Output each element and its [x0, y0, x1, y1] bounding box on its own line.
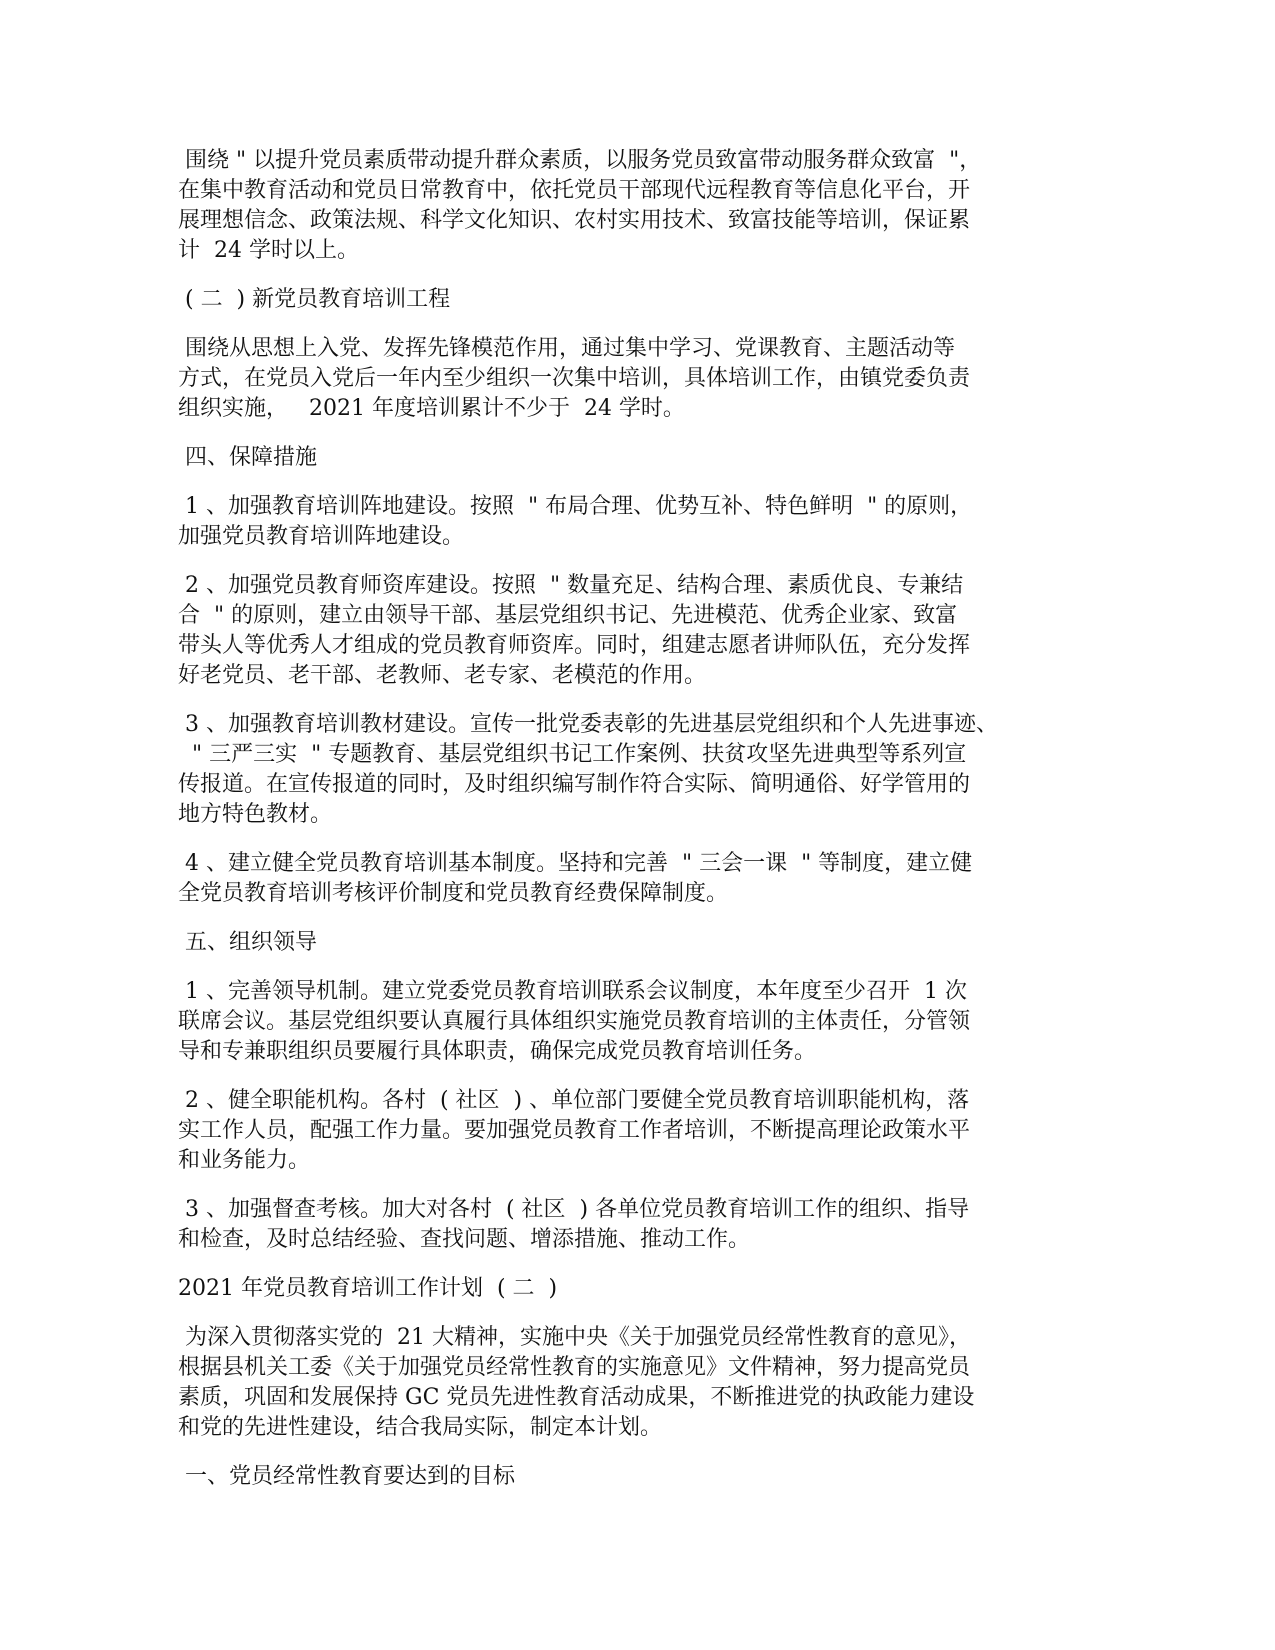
- text-line: 和检查，及时总结经验、查找问题、增添措施、推动工作。: [178, 1227, 751, 1252]
- document-page: [178, 146, 1078, 1511]
- text-line: 导和专兼职组织员要履行具体职责，确保完成党员教育培训任务。: [178, 1039, 817, 1064]
- text-line: 1 、完善领导机制。建立党委党员教育培训联系会议制度，本年度至少召开 1 次: [178, 979, 967, 1004]
- section-heading: [178, 285, 1078, 315]
- text-line: " 三严三实 " 专题教育、基层党组织书记工作案例、扶贫攻坚先进典型等系列宣: [178, 742, 967, 767]
- paragraph: [178, 1086, 1078, 1176]
- paragraph: [178, 334, 1078, 424]
- text-line: 展理想信念、政策法规、科学文化知识、农村实用技术、致富技能等培训，保证累: [178, 208, 971, 233]
- text-line: 根据县机关工委《关于加强党员经常性教育的实施意见》文件精神，努力提高党员: [178, 1355, 971, 1380]
- paragraph: [178, 571, 1078, 691]
- text-line: 为深入贯彻落实党的 21 大精神，实施中央《关于加强党员经常性教育的意见》，: [178, 1325, 971, 1350]
- paragraph: [178, 849, 1078, 909]
- text-line: 加强党员教育培训阵地建设。: [178, 524, 465, 549]
- text-line: 带头人等优秀人才组成的党员教育师资库。同时，组建志愿者讲师队伍，充分发挥: [178, 633, 971, 658]
- text-line: 2 、健全职能机构。各村 ( 社区 ) 、单位部门要健全党员教育培训职能机构，落: [178, 1088, 970, 1113]
- section-heading: [178, 1274, 1078, 1304]
- text-line: 3 、加强教育培训教材建设。宣传一批党委表彰的先进基层党组织和个人先进事迹、: [178, 712, 998, 737]
- text-line: 和业务能力。: [178, 1148, 311, 1173]
- section-heading: [178, 928, 1078, 958]
- text-line: 4 、建立健全党员教育培训基本制度。坚持和完善 " 三会一课 " 等制度，建立健: [178, 851, 973, 876]
- text-line: 好老党员、老干部、老教师、老专家、老模范的作用。: [178, 663, 707, 688]
- paragraph: [178, 710, 1078, 830]
- text-line: 全党员教育培训考核评价制度和党员教育经费保障制度。: [178, 881, 729, 906]
- text-line: ( 二 ) 新党员教育培训工程: [178, 287, 451, 312]
- text-line: 联席会议。基层党组织要认真履行具体组织实施党员教育培训的主体责任，分管领: [178, 1009, 971, 1034]
- text-line: 一、党员经常性教育要达到的目标: [178, 1464, 515, 1489]
- section-heading: [178, 1462, 1078, 1492]
- text-line: 方式，在党员入党后一年内至少组织一次集中培训，具体培训工作，由镇党委负责: [178, 366, 971, 391]
- section-heading: [178, 443, 1078, 473]
- text-line: 围绕 " 以提升党员素质带动提升群众素质，以服务党员致富带动服务群众致富 "，: [178, 148, 982, 173]
- text-line: 围绕从思想上入党、发挥先锋模范作用，通过集中学习、党课教育、主题活动等: [178, 336, 955, 361]
- paragraph: [178, 492, 1078, 552]
- text-line: 五、组织领导: [178, 930, 317, 955]
- paragraph: [178, 1195, 1078, 1255]
- text-line: 四、保障措施: [178, 445, 317, 470]
- paragraph: [178, 977, 1078, 1067]
- text-line: 实工作人员，配强工作力量。要加强党员教育工作者培训，不断提高理论政策水平: [178, 1118, 971, 1143]
- text-line: 1 、加强教育培训阵地建设。按照 " 布局合理、优势互补、特色鲜明 " 的原则，: [178, 494, 973, 519]
- text-line: 传报道。在宣传报道的同时，及时组织编写制作符合实际、简明通俗、好学管用的: [178, 772, 971, 797]
- text-line: 在集中教育活动和党员日常教育中，依托党员干部现代远程教育等信息化平台，开: [178, 178, 971, 203]
- text-line: 2 、加强党员教育师资库建设。按照 " 数量充足、结构合理、素质优良、专兼结: [178, 573, 964, 598]
- text-line: 2021 年党员教育培训工作计划 ( 二 ): [178, 1276, 558, 1301]
- text-line: 素质，巩固和发展保持 GC 党员先进性教育活动成果，不断推进党的执政能力建设: [178, 1385, 975, 1410]
- paragraph: [178, 146, 1078, 266]
- paragraph: [178, 1323, 1078, 1443]
- text-line: 3 、加强督查考核。加大对各村 ( 社区 ) 各单位党员教育培训工作的组织、指导: [178, 1197, 970, 1222]
- text-line: 合 " 的原则，建立由领导干部、基层党组织书记、先进模范、优秀企业家、致富: [178, 603, 958, 628]
- text-line: 和党的先进性建设，结合我局实际，制定本计划。: [178, 1415, 663, 1440]
- text-line: 组织实施， 2021 年度培训累计不少于 24 学时。: [178, 396, 685, 421]
- text-line: 计 24 学时以上。: [178, 238, 359, 263]
- text-line: 地方特色教材。: [178, 802, 333, 827]
